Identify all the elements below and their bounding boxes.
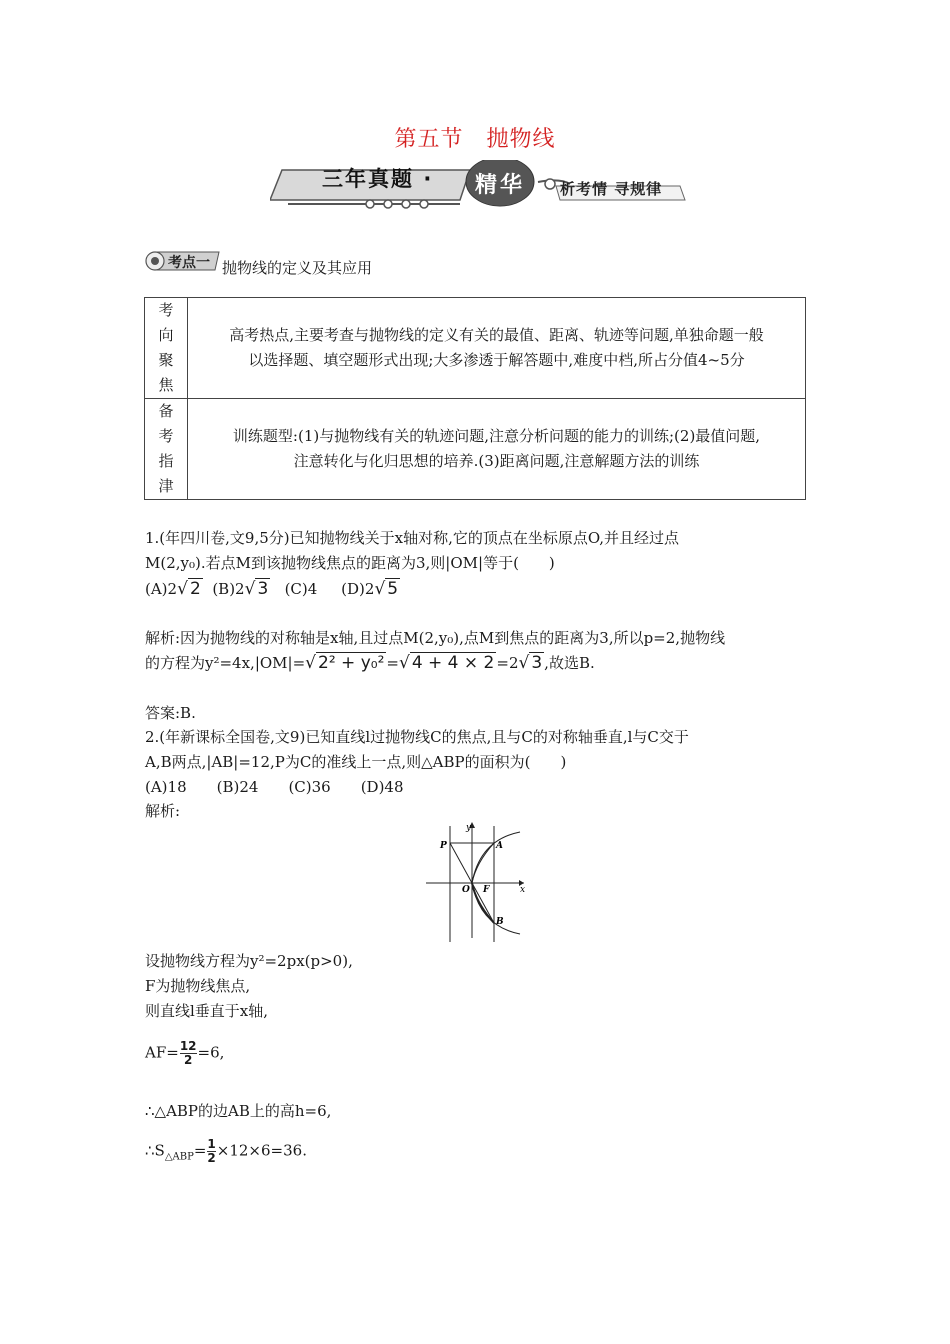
fraction: $\frac{1}{2}$ [207,1137,216,1165]
label-o: O [462,885,470,895]
banner-subtitle: 析考情 寻规律 [560,180,663,198]
q1-stem-line1: 1.(年四川卷,文9,5分)已知抛物线关于x轴对称,它的顶点在坐标原点O,并且经过点 [145,529,680,547]
sqrt-symbol: √ 2² + y₀² [305,653,385,673]
label-f: F [483,885,490,895]
label-b: B [496,917,504,927]
point-title: 抛物线的定义及其应用 [222,259,373,277]
label-x: x [520,885,526,895]
q2-step5: ∴△ABP的边AB上的高h=6, [145,1102,332,1120]
row-label: 考 向 聚 焦 [145,298,188,399]
page-title: 第五节 抛物线 [394,127,556,152]
banner-circle-label: 精华 [474,173,525,198]
sqrt-symbol: √ 2 [177,579,201,599]
q2-stem-line2: A,B两点,|AB|=12,P为C的准线上一点,则△ABP的面积为( ) [145,753,567,771]
parabola-figure [420,818,530,942]
q1-options: (A)2√ 2 (B)2√ 3 (C)4 (D)2√ 5 [145,579,399,599]
q2-step4: AF= $\frac{12}{2}$ =6, [145,1039,225,1067]
q2-stem-line1: 2.(年新课标全国卷,文9)已知直线l过抛物线C的焦点,且与C的对称轴垂直,l与C交于 [145,728,689,746]
row-content: 训练题型:(1)与抛物线有关的轨迹问题,注意分析问题的能力的训练;(2)最值问题, 注意转化与化归思想的培养.(3)距离问题,注意解题方法的训练 [188,399,806,500]
table-row [145,298,806,399]
label-a: A [496,841,503,851]
sqrt-symbol: √ 4 + 4 × 2 [398,653,495,673]
q2-options: (A)18 (B)24 (C)36 (D)48 [145,778,404,796]
label-p: P [440,841,447,851]
fraction: $\frac{12}{2}$ [179,1039,197,1067]
q2-solution-label: 解析: [145,802,181,820]
point-badge-label: 考点一 [168,255,210,271]
sqrt-symbol: √ 5 [374,579,399,599]
sqrt-symbol: √ 3 [518,653,543,673]
q1-solution-line2: 的方程为y²=4x,|OM|=√ 2² + y₀² =√ 4 + 4 × 2 =2√ 3 ,故选B. [145,653,595,673]
q1-stem-line2: M(2,y₀).若点M到该抛物线焦点的距离为3,则|OM|等于( ) [145,554,555,572]
row-label: 备 考 指 津 [145,399,188,500]
label-y: y [466,823,472,833]
q2-step3: 则直线l垂直于x轴, [145,1002,269,1020]
banner-label: 三年真题 · [322,167,434,191]
q2-step6: $\therefore S_{\triangle ABP}=$ $\frac{1}{2}$ ×12×6=36. [145,1137,307,1165]
table-row [145,399,806,500]
q1-answer: 答案:B. [145,704,196,722]
sqrt-symbol: √ 3 [244,579,269,599]
row-content: 高考热点,主要考查与抛物线的定义有关的最值、距离、轨迹等问题,单独命题一般 以选择题、填空题形式出现;大多渗透于解答题中,难度中档,所占分值4~5分 [188,298,806,399]
q1-solution-line1: 解析:因为抛物线的对称轴是x轴,且过点M(2,y₀),点M到焦点的距离为3,所以p=2,抛物线 [145,629,726,647]
exam-info-table [144,297,806,500]
q2-step1: 设抛物线方程为y²=2px(p>0), [145,952,353,970]
q2-step2: F为抛物线焦点, [145,977,251,995]
